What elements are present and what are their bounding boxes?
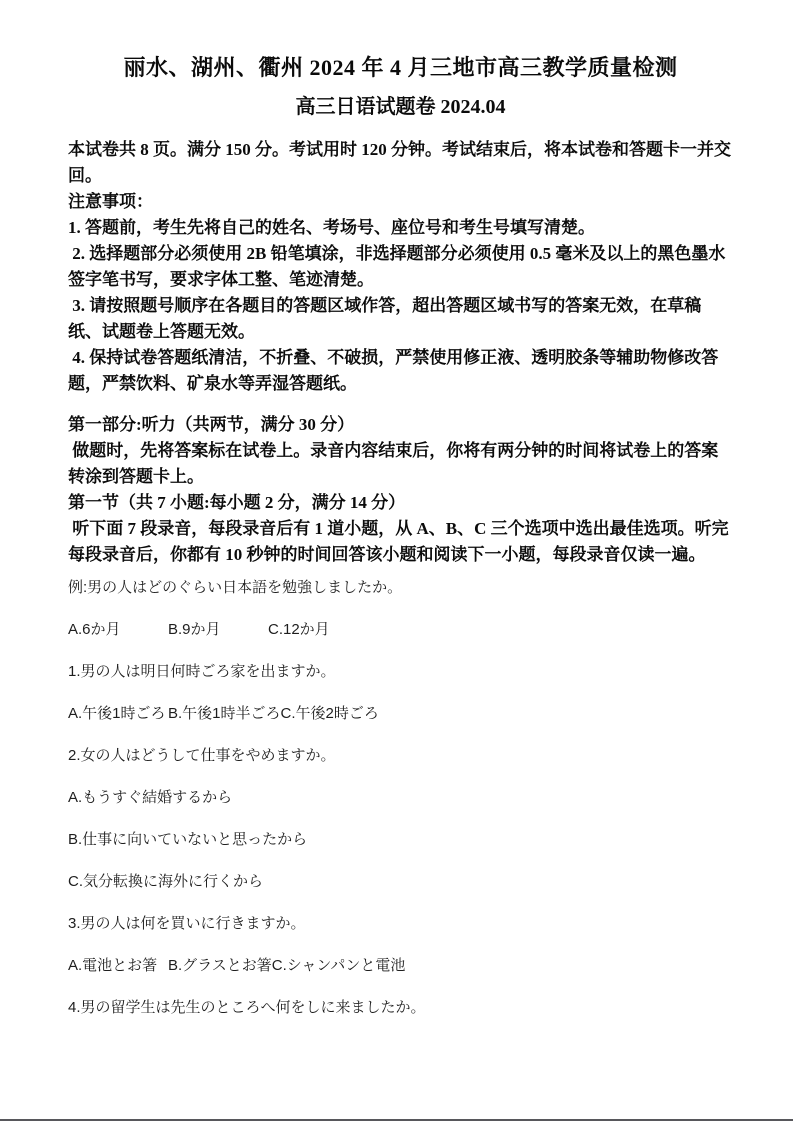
page-content — [0, 54, 793, 1016]
example-options-row — [68, 622, 733, 638]
question-1-text: 1.男の人は明日何時ごろ家を出ますか。 — [68, 663, 336, 680]
intro-paragraph: 本试卷共 8 页。满分 150 分。考试用时 120 分钟。考试结束后，将本试卷和答题卡一并交回。 — [68, 140, 731, 185]
question-1-option-a: A.午後1時ごろ — [68, 705, 166, 722]
question-3-option-b: B.グラスとお箸 — [168, 957, 272, 974]
part1-instructions: 听下面 7 段录音，每段录音后有 1 道小题，从 A、B、C 三个选项中选出最佳选项。听完每段录音后，你都有 10 秒钟的时间回答该小题和阅读下一小题，每段录音仅读一遍。 — [68, 519, 729, 564]
example-question: 例:男の人はどのぐらい日本語を勉強しましたか。 — [68, 579, 403, 596]
question-3-text: 3.男の人は何を買いに行きますか。 — [68, 915, 306, 932]
question-1-options-row — [68, 706, 733, 722]
example-option-c: C.12か月 — [268, 621, 330, 638]
question-3-option-a: A.電池とお箸 — [68, 957, 158, 974]
page-title: 丽水、湖州、衢州 2024 年 4 月三地市高三教学质量检测 — [123, 55, 678, 80]
page-subtitle: 高三日语试题卷 2024.04 — [295, 96, 506, 118]
example-option-a: A.6か月 — [68, 621, 121, 638]
listening-section-header — [68, 412, 733, 568]
part1-heading: 第一节（共 7 小题:每小题 2 分，满分 14 分） — [68, 493, 406, 512]
question-2-option-c: C.気分転換に海外に行くから — [68, 873, 264, 890]
question-1-option-b: B.午後1時半ごろ — [168, 705, 281, 722]
question-3-options-row — [68, 958, 733, 974]
note-item-1: 1. 答题前，考生先将自己的姓名、考场号、座位号和考生号填写清楚。 — [68, 218, 595, 237]
question-2-option-a: A.もうすぐ結婚するから — [68, 789, 233, 806]
example-option-b: B.9か月 — [168, 621, 221, 638]
note-item-4: 4. 保持试卷答题纸清洁，不折叠、不破损，严禁使用修正液、透明胶条等辅助物修改答题，严禁饮料、矿泉水等弄湿答题纸。 — [68, 348, 719, 393]
question-3-option-c: C.シャンパンと電池 — [271, 957, 406, 974]
question-4-text: 4.男の留学生は先生のところへ何をしに来ましたか。 — [68, 999, 426, 1016]
question-2-option-b: B.仕事に向いていないと思ったから — [68, 831, 308, 848]
front-matter — [68, 137, 733, 397]
question-2-text: 2.女の人はどうして仕事をやめますか。 — [68, 747, 336, 764]
notes-heading: 注意事项： — [68, 192, 153, 211]
listening-questions — [68, 580, 733, 1016]
note-item-2: 2. 选择题部分必须使用 2B 铅笔填涂，非选择题部分必须使用 0.5 毫米及以上的黑色墨水签字笔书写，要求字体工整、笔迹清楚。 — [68, 244, 726, 289]
section1-instructions: 做题时，先将答案标在试卷上。录音内容结束后，你将有两分钟的时间将试卷上的答案转涂到答题卡上。 — [68, 441, 719, 486]
note-item-3: 3. 请按照题号顺序在各题目的答题区域作答，超出答题区域书写的答案无效，在草稿纸、试题卷上答题无效。 — [68, 296, 702, 341]
question-1-option-c: C.午後2時ごろ — [280, 705, 379, 722]
page-bottom-rule — [0, 1119, 793, 1122]
section1-heading: 第一部分:听力（共两节，满分 30 分） — [68, 415, 355, 434]
